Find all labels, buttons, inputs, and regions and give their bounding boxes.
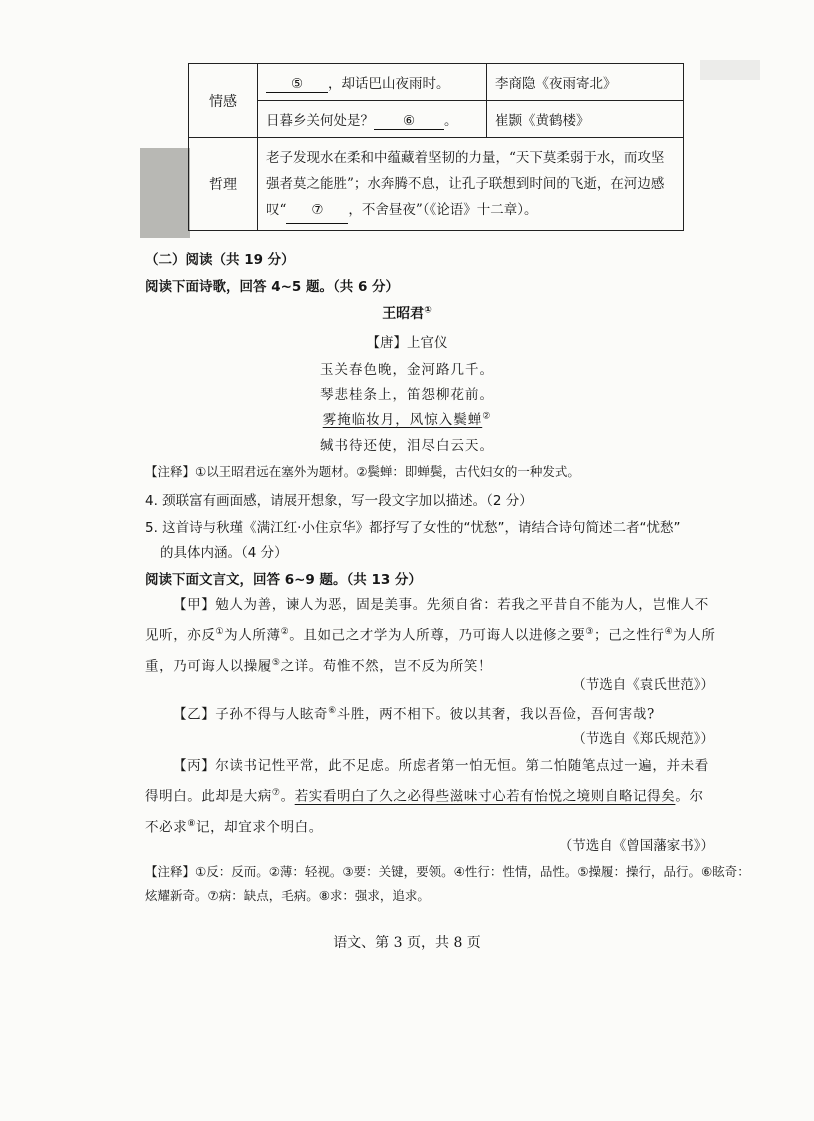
- philosophy-text: 老子发现水在柔和中蕴藏着坚韧的力量，“天下莫柔弱于水，而攻坚强者莫之能胜”；水奔腾不息，让孔子联想到时间的飞逝，在河边感叹“ ⑦ ，不舍昼夜”（《论语》十二章）。: [258, 138, 684, 231]
- poem-line: 缄书待还使，泪尽白云天。: [320, 438, 494, 454]
- poem-author: 【唐】上官仪: [366, 335, 448, 351]
- question-5-cont: 的具体内涵。（4 分）: [160, 545, 288, 561]
- question-4: 4. 颈联富有画面感，请展开想象，写一段文字加以描述。（2 分）: [145, 493, 533, 509]
- poem-note: 【注释】①以王昭君远在塞外为题材。②鬓蝉：即蝉鬓，古代妇女的一种发式。: [145, 464, 580, 479]
- underlined-sentence: 若实看明白了久之必得些滋味寸心若有怡悦之境则自略记得矣: [294, 788, 676, 805]
- passage-bing: 【丙】尔读书记性平常，此不足虑。所虑者第一怕无恒。第二怕随笔点过一遍，并未看得明白。此却是大病⑦。若实看明白了久之必得些滋味寸心若有怡悦之境则自略记得矣。尔不必求⑧记，却宜求个明白。: [145, 758, 709, 835]
- emotion-label: 情感: [189, 64, 258, 138]
- scan-shadow: [700, 60, 760, 80]
- poem-line: 琴悲桂条上，笛怨柳花前。: [320, 387, 494, 403]
- poem-instruction: 阅读下面诗歌，回答 4~5 题。（共 6 分）: [145, 279, 400, 295]
- blank-5[interactable]: ⑤: [266, 76, 328, 93]
- blank-6[interactable]: ⑥: [374, 113, 444, 130]
- question-5: 5. 这首诗与秋瑾《满江红·小住京华》都抒写了女性的“忧愁”，请结合诗句简述二者“忧愁”: [145, 520, 681, 536]
- blank-7[interactable]: ⑦: [286, 197, 348, 224]
- scan-shadow: [140, 148, 190, 238]
- recitation-table: [188, 63, 684, 231]
- poem-line: 玉关春色晚，金河路几千。: [320, 362, 494, 378]
- section-heading: （二）阅读（共 19 分）: [145, 252, 295, 268]
- table-row-6: 日暮乡关何处是？ ⑥ 。: [258, 101, 487, 138]
- notes: 【注释】①反：反而。②薄：轻视。③要：关键，要领。④性行：性情，品性。⑤操履：操行，品行。⑥眩奇：: [145, 864, 750, 879]
- notes-cont: 炫耀新奇。⑦病：缺点，毛病。⑧求：强求，追求。: [145, 888, 430, 903]
- source-cell: 李商隐《夜雨寄北》: [487, 64, 684, 101]
- source-jia: （节选自《袁氏世范》）: [572, 677, 714, 693]
- source-bing: （节选自《曾国藩家书》）: [558, 838, 714, 854]
- classical-instruction: 阅读下面文言文，回答 6~9 题。（共 13 分）: [145, 572, 422, 588]
- page-footer: 语文、第 3 页，共 8 页: [333, 935, 481, 951]
- passage-jia: 【甲】勉人为善，谏人为恶，固是美事。先须自省：若我之平昔自不能为人，岂惟人不见听，亦反①为人所薄②。且如己之才学为人所尊，乃可诲人以进修之要③；己之性行④为人所重，乃可诲人以操履⑤之详。苟惟不然，岂不反为所笑！: [145, 597, 716, 674]
- poem-title: 王昭君①: [382, 305, 432, 322]
- source-yi: （节选自《郑氏规范》）: [572, 731, 714, 747]
- passage-yi: 【乙】子孙不得与人眩奇⑥斗胜，两不相下。彼以其奢，我以吾俭，吾何害哉?: [173, 706, 655, 723]
- table-row-5: ⑤ ，却话巴山夜雨时。: [258, 64, 487, 101]
- source-cell: 崔颢《黄鹤楼》: [487, 101, 684, 138]
- poem-line-underlined: 雾掩临妆月，风惊入鬓蝉②: [322, 411, 492, 428]
- philosophy-label: 哲理: [189, 138, 258, 231]
